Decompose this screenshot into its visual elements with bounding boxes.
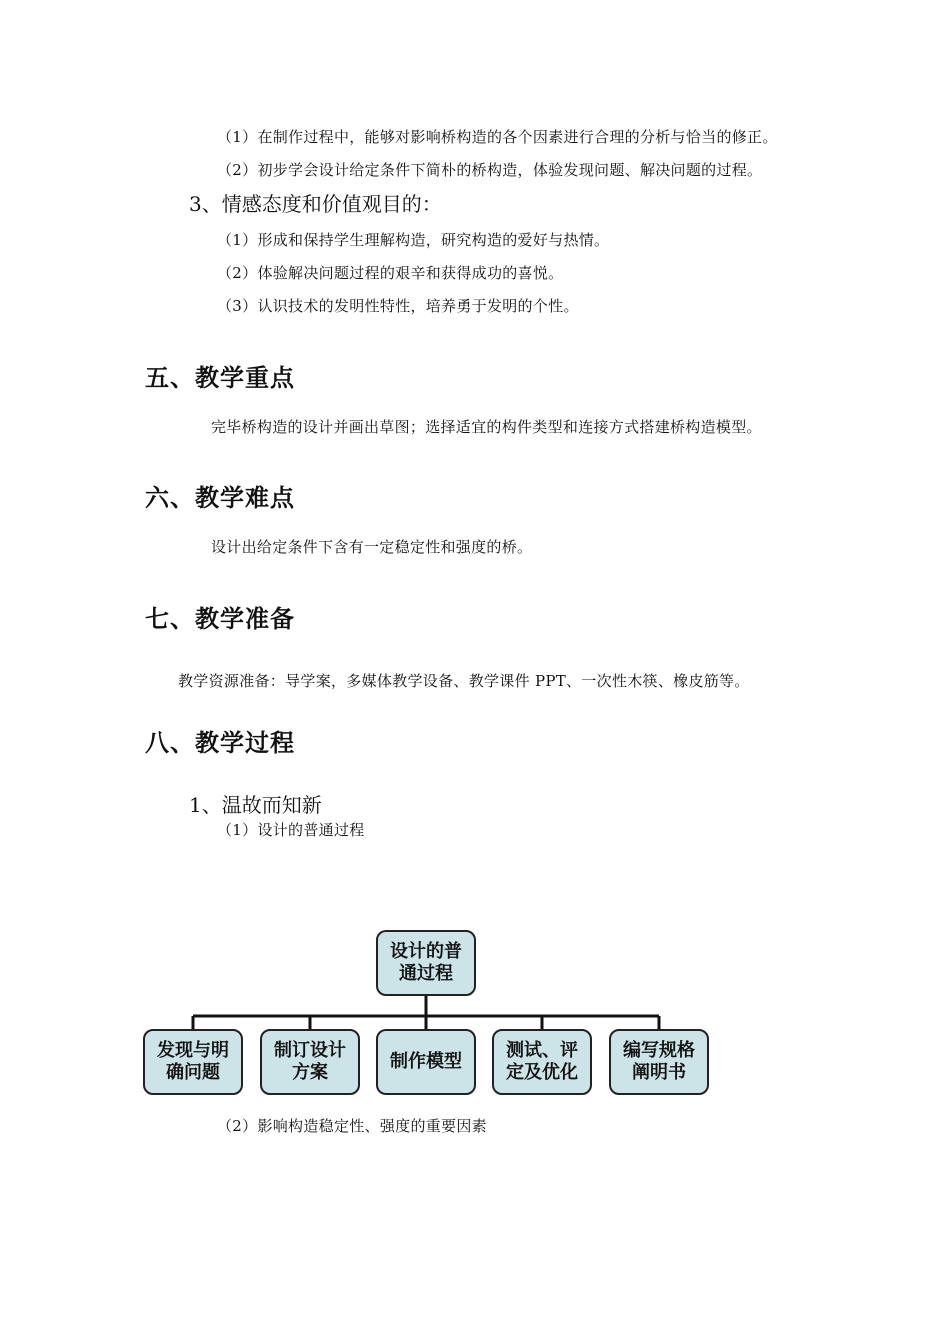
emotion-objective-2: （2）体验解决问题过程的艰辛和获得成功的喜悦。 [217, 264, 564, 282]
process-subheading: 1、温故而知新 [189, 793, 322, 817]
diagram-root-node: 设计的普通过程 [376, 930, 476, 996]
process-item-1: （1）设计的普通过程 [217, 821, 365, 839]
section-heading-difficulties: 六、教学难点 [145, 484, 295, 512]
process-item-2: （2）影响构造稳定性、强度的重要因素 [217, 1117, 487, 1135]
skill-objective-1: （1）在制作过程中，能够对影响桥构造的各个因素进行合理的分析与恰当的修正。 [217, 128, 778, 146]
section-heading-preparation: 七、教学准备 [145, 605, 295, 633]
section-heading-key-points: 五、教学重点 [145, 364, 295, 392]
emotion-objectives-heading: 3、情感态度和价值观目的： [189, 192, 442, 216]
emotion-objective-1: （1）形成和保持学生理解构造，研究构造的爱好与热情。 [217, 231, 610, 249]
preparation-text: 教学资源准备：导学案，多媒体教学设备、教学课件 PPT、一次性木筷、橡皮筋等。 [178, 672, 750, 690]
difficulties-text: 设计出给定条件下含有一定稳定性和强度的桥。 [211, 538, 533, 556]
section-heading-process: 八、教学过程 [145, 729, 295, 757]
emotion-objective-3: （3）认识技术的发明性特性，培养勇于发明的个性。 [217, 297, 579, 315]
diagram-node-make-model: 制作模型 [376, 1029, 476, 1095]
diagram-node-test-evaluate: 测试、评定及优化 [492, 1029, 592, 1095]
key-points-text: 完毕桥构造的设计并画出草图；选择适宜的构件类型和连接方式搭建桥构造模型。 [211, 418, 762, 436]
diagram-node-discover-problem: 发现与明确问题 [143, 1029, 243, 1095]
diagram-node-design-plan: 制订设计方案 [260, 1029, 360, 1095]
design-process-diagram [140, 925, 715, 1105]
skill-objective-2: （2）初步学会设计给定条件下简朴的桥构造，体验发现问题、解决问题的过程。 [217, 161, 763, 179]
diagram-node-write-manual: 编写规格阐明书 [609, 1029, 709, 1095]
